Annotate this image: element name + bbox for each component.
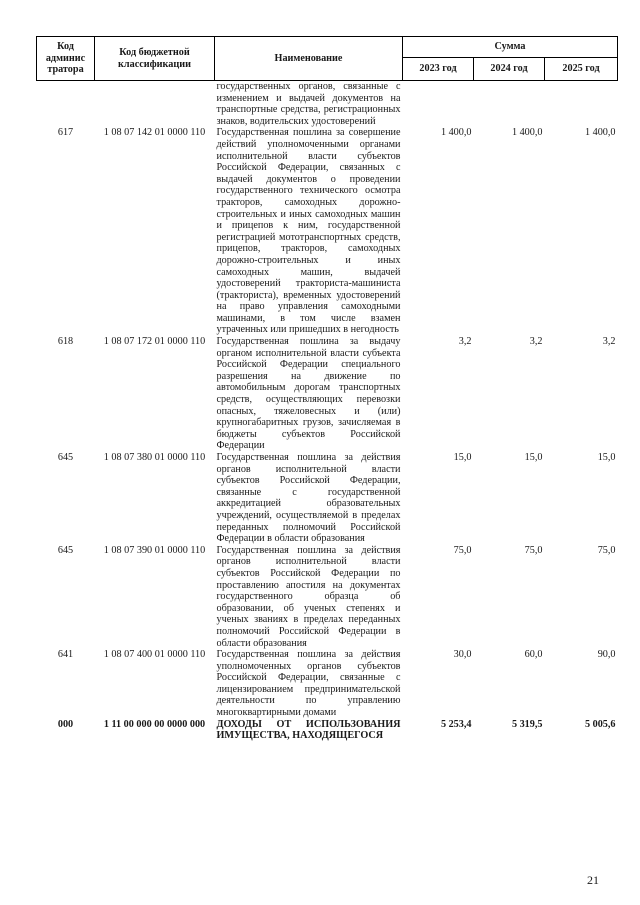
name-cell: Государственная пошлина за действия органов исполнительной власти субъектов Российской Федерации, связанные с государственной аккредитацией образовательных учреждений, осуществляемой в пределах переданных полномочий Российской Федерации в области образования [216, 452, 401, 545]
table-row [37, 127, 618, 336]
continuation-kbk-cell [95, 81, 215, 128]
name-cell: Государственная пошлина за действия уполномоченных органов субъектов Российской Федерации, связанные с лицензированием предпринимательской деятельности по управлению многоквартирными домами [216, 649, 401, 719]
admin-code-cell: 618 [57, 336, 74, 348]
admin-code-cell: 645 [57, 544, 74, 556]
continuation-admin-cell [37, 81, 95, 128]
budget-code-cell: 1 11 00 000 00 0000 000 [103, 718, 206, 730]
sum-2023-cell: 3,2 [458, 336, 472, 348]
name-cell: Государственная пошлина за совершение действий уполномоченными органами исполнительной власти субъектов Российской Федерации, связанных с выдачей документов о проведении государственного технического осмотра тракторов, самоходных дорожно-строительных и иных самоходных машин и прицепов к ним, государственной регистрацией мототранспортных средств, прицепов, тракторов, самоходных дорожно-строительных и иных самоходных машин, выдачей удостоверений тракториста-машиниста (тракториста), временных удостоверений на право управления самоходными машинами, в том числе взамен утраченных или пришедших в негодность [216, 127, 401, 336]
sum-2024-cell: 15,0 [524, 452, 543, 463]
table-row [37, 452, 618, 545]
budget-revenue-table [36, 36, 618, 742]
continuation-2025-cell [545, 81, 618, 128]
continuation-name-cell: государственных органов, связанные с изменением и выдачей документов на транспортные средства, регистрационных знаков, водительских удостоверений [216, 81, 401, 127]
sum-2025-cell: 5 005,6 [584, 718, 616, 730]
budget-code-cell: 1 08 07 400 01 0000 110 [103, 649, 206, 661]
sum-2025-cell: 90,0 [597, 649, 616, 661]
header-year-2023: 2023 год [403, 58, 474, 81]
sum-2023-cell: 75,0 [453, 544, 472, 556]
sum-2024-cell: 3,2 [529, 336, 543, 348]
table-row [37, 336, 618, 452]
sum-2024-cell: 5 319,5 [511, 718, 543, 730]
continuation-2023-cell [403, 81, 474, 128]
admin-code-cell: 000 [57, 718, 74, 730]
sum-2025-cell: 15,0 [597, 452, 616, 463]
budget-revenue-table-page [36, 36, 617, 742]
table-header [37, 37, 618, 81]
sum-2024-cell: 1 400,0 [511, 127, 543, 139]
continuation-2024-cell [474, 81, 545, 128]
admin-code-cell: 617 [57, 127, 74, 139]
page-number: 21 [587, 873, 599, 887]
budget-code-cell: 1 08 07 390 01 0000 110 [103, 544, 206, 556]
table-row [37, 649, 618, 719]
sum-2025-cell: 1 400,0 [584, 127, 616, 139]
table-body [37, 81, 618, 742]
header-name: Наименование [215, 37, 403, 81]
admin-code-cell: 641 [57, 649, 74, 661]
table-row [37, 545, 618, 649]
header-year-2025: 2025 год [545, 58, 618, 81]
budget-code-cell: 1 08 07 380 01 0000 110 [103, 452, 206, 463]
sum-2024-cell: 75,0 [524, 544, 543, 556]
name-cell: Государственная пошлина за действия органов исполнительной власти субъектов Российской Федерации по проставлению апостиля на документах государственного образца об образовании, об ученых степенях и ученых званиях в пределах переданных полномочий Российской Федерации в области образования [216, 544, 401, 649]
header-admin-code: Код админис тратора [37, 37, 95, 81]
admin-code-cell: 645 [57, 452, 74, 463]
budget-code-cell: 1 08 07 172 01 0000 110 [103, 336, 206, 348]
header-budget-code: Код бюджетной классификации [95, 37, 215, 81]
sum-2023-cell: 15,0 [453, 452, 472, 463]
sum-2023-cell: 30,0 [453, 649, 472, 661]
sum-2025-cell: 3,2 [602, 336, 616, 348]
continuation-row [37, 81, 618, 128]
table-row [37, 719, 618, 742]
budget-code-cell: 1 08 07 142 01 0000 110 [103, 127, 206, 139]
sum-2023-cell: 1 400,0 [440, 127, 472, 139]
sum-2023-cell: 5 253,4 [440, 718, 472, 730]
name-cell: ДОХОДЫ ОТ ИСПОЛЬЗОВАНИЯ ИМУЩЕСТВА, НАХОДЯЩЕГОСЯ [216, 718, 401, 742]
sum-2025-cell: 75,0 [597, 544, 616, 556]
name-cell: Государственная пошлина за выдачу органом исполнительной власти субъекта Российской Федерации специального разрешения на движение по автомобильным дорогам транспортных средств, осуществляющих перевозки опасных, тяжеловесных и (или) крупногабаритных грузов, зачисляемая в бюджеты субъектов Российской Федерации [216, 336, 401, 452]
header-year-2024: 2024 год [474, 58, 545, 81]
header-sum: Сумма [403, 37, 618, 58]
sum-2024-cell: 60,0 [524, 649, 543, 661]
